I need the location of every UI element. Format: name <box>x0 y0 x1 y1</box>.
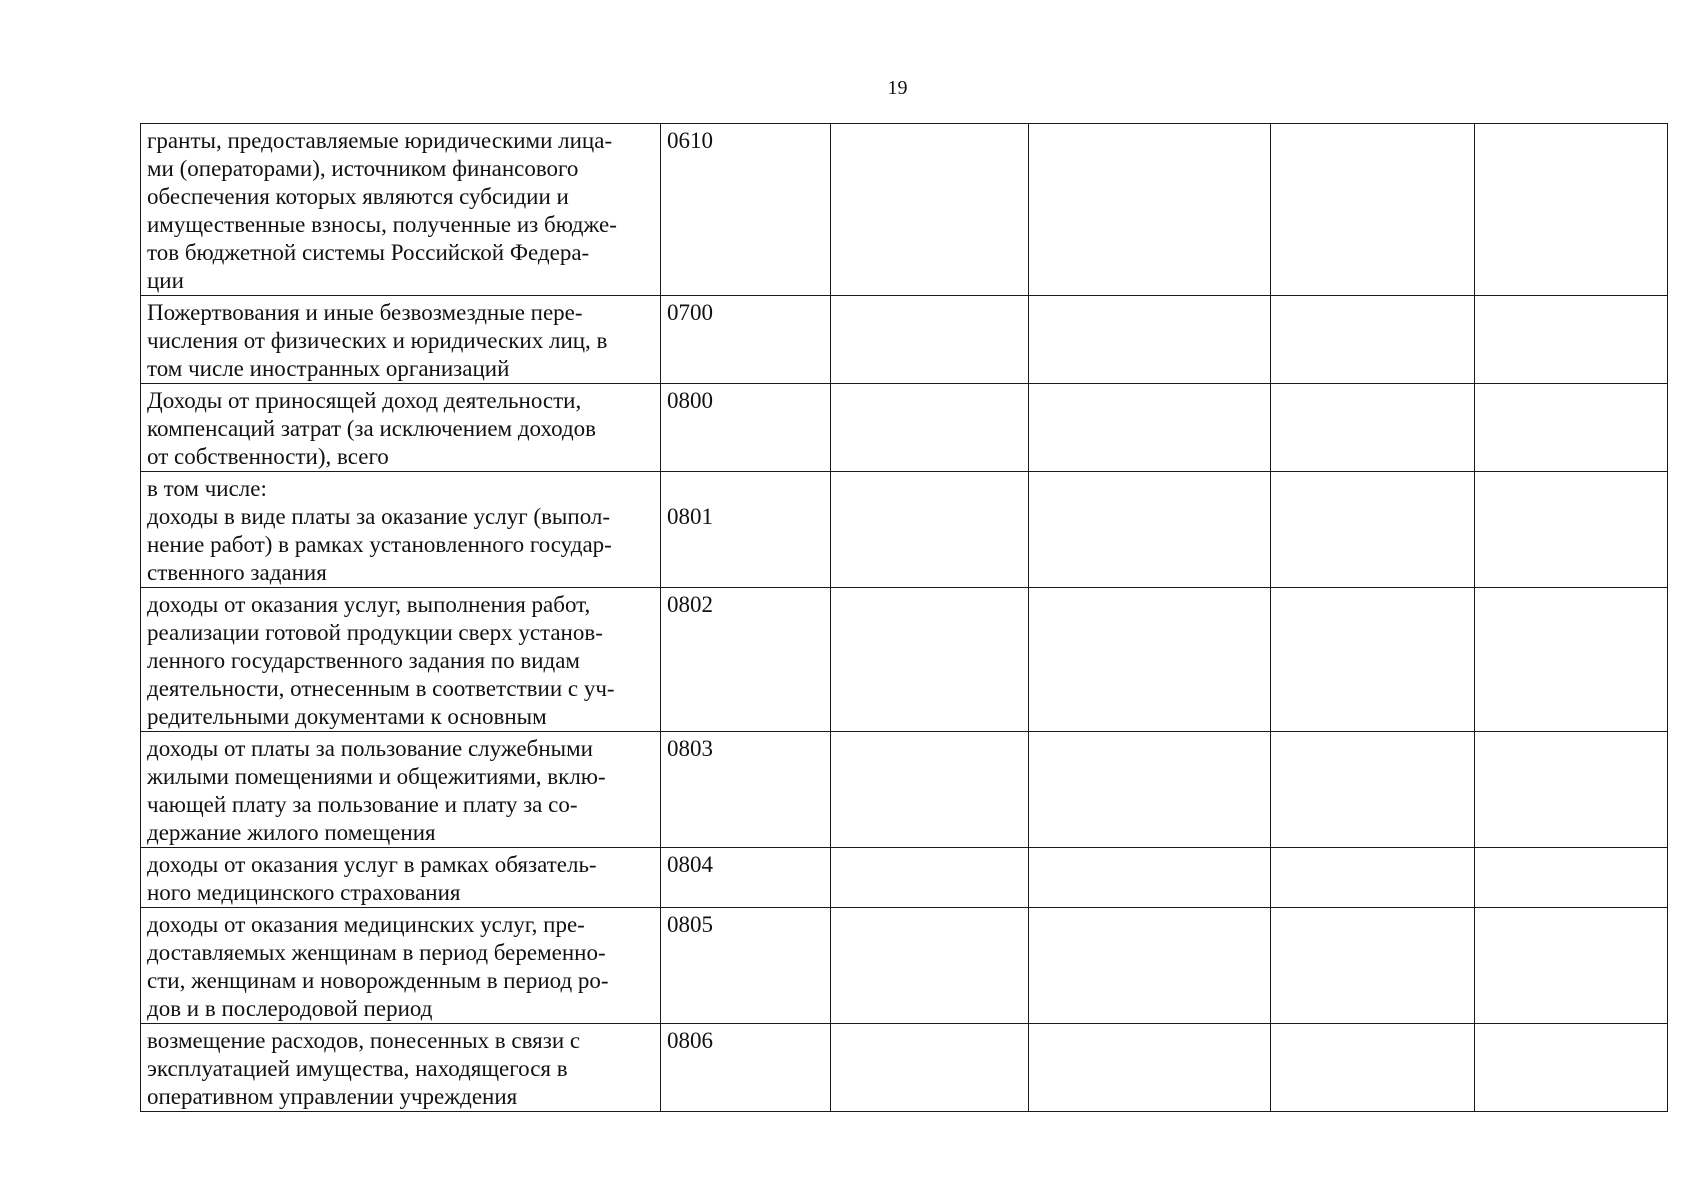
row-description: доходы от оказания услуг, выполнения работ, реализации готовой продукции сверх установ- ленного государственного задания по видам деятельности, отнесенным в соответствии с уч- редительными документами к основным <box>141 588 661 732</box>
value-cell[interactable] <box>1029 732 1271 848</box>
value-cell[interactable] <box>831 908 1029 1024</box>
table-row <box>141 296 1668 384</box>
row-code: 0804 <box>661 848 831 908</box>
value-cell[interactable] <box>831 1024 1029 1112</box>
value-cell[interactable] <box>1475 296 1668 384</box>
table-row <box>141 472 1668 588</box>
value-cell[interactable] <box>1271 848 1475 908</box>
table-row <box>141 588 1668 732</box>
value-cell[interactable] <box>831 588 1029 732</box>
value-cell[interactable] <box>1475 1024 1668 1112</box>
value-cell[interactable] <box>1029 384 1271 472</box>
value-cell[interactable] <box>1029 908 1271 1024</box>
value-cell[interactable] <box>1475 384 1668 472</box>
value-cell[interactable] <box>1271 588 1475 732</box>
row-description: доходы от платы за пользование служебными жилыми помещениями и общежитиями, вклю- чающей плату за пользование и плату за со- держание жилого помещения <box>141 732 661 848</box>
value-cell[interactable] <box>831 384 1029 472</box>
page-number: 19 <box>887 77 908 99</box>
value-cell[interactable] <box>1475 472 1668 588</box>
table-row <box>141 732 1668 848</box>
value-cell[interactable] <box>1271 1024 1475 1112</box>
row-description: возмещение расходов, понесенных в связи с эксплуатацией имущества, находящегося в оперативном управлении учреждения <box>141 1024 661 1112</box>
table-row <box>141 1024 1668 1112</box>
value-cell[interactable] <box>831 472 1029 588</box>
value-cell[interactable] <box>831 848 1029 908</box>
value-cell[interactable] <box>1271 472 1475 588</box>
value-cell[interactable] <box>1271 732 1475 848</box>
value-cell[interactable] <box>1029 588 1271 732</box>
value-cell[interactable] <box>831 124 1029 296</box>
value-cell[interactable] <box>1271 124 1475 296</box>
value-cell[interactable] <box>1475 588 1668 732</box>
row-code: 0800 <box>661 384 831 472</box>
row-code: 0805 <box>661 908 831 1024</box>
financial-form-table <box>140 123 1668 1112</box>
value-cell[interactable] <box>1475 124 1668 296</box>
row-code: 0700 <box>661 296 831 384</box>
table-row <box>141 848 1668 908</box>
row-code: 0801 <box>661 472 831 588</box>
table-row <box>141 124 1668 296</box>
row-code: 0803 <box>661 732 831 848</box>
row-description: доходы от оказания медицинских услуг, пре- доставляемых женщинам в период беременно- сти, женщинам и новорожденным в период ро- дов и в послеродовой период <box>141 908 661 1024</box>
value-cell[interactable] <box>1029 472 1271 588</box>
row-description: гранты, предоставляемые юридическими лица- ми (операторами), источником финансового обеспечения которых являются субсидии и имущественные взносы, полученные из бюдже- тов бюджетной системы Российской Федера- ции <box>141 124 661 296</box>
value-cell[interactable] <box>1475 732 1668 848</box>
value-cell[interactable] <box>1029 124 1271 296</box>
row-code: 0610 <box>661 124 831 296</box>
value-cell[interactable] <box>1271 296 1475 384</box>
row-description: доходы от оказания услуг в рамках обязатель- ного медицинского страхования <box>141 848 661 908</box>
row-code: 0806 <box>661 1024 831 1112</box>
table-row <box>141 908 1668 1024</box>
row-description: Пожертвования и иные безвозмездные пере- числения от физических и юридических лиц, в том числе иностранных организаций <box>141 296 661 384</box>
value-cell[interactable] <box>1271 384 1475 472</box>
row-description: в том числе: доходы в виде платы за оказание услуг (выпол- нение работ) в рамках установленного государ- ственного задания <box>141 472 661 588</box>
row-description: Доходы от приносящей доход деятельности, компенсаций затрат (за исключением доходов от собственности), всего <box>141 384 661 472</box>
value-cell[interactable] <box>831 296 1029 384</box>
value-cell[interactable] <box>1271 908 1475 1024</box>
value-cell[interactable] <box>1475 848 1668 908</box>
value-cell[interactable] <box>1475 908 1668 1024</box>
value-cell[interactable] <box>1029 296 1271 384</box>
value-cell[interactable] <box>1029 848 1271 908</box>
value-cell[interactable] <box>831 732 1029 848</box>
table-row <box>141 384 1668 472</box>
value-cell[interactable] <box>1029 1024 1271 1112</box>
row-code: 0802 <box>661 588 831 732</box>
